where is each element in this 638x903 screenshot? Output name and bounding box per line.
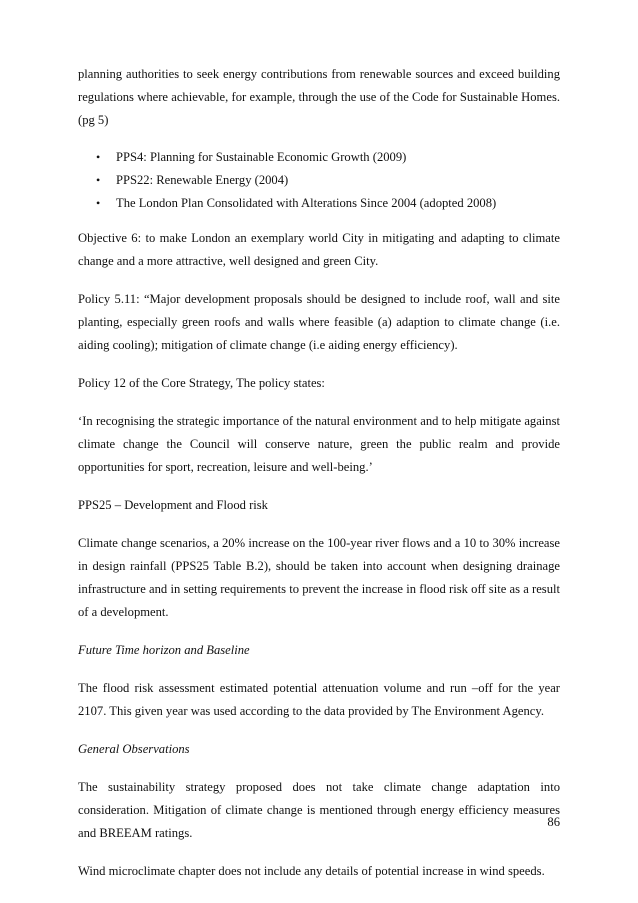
general-observations-heading: General Observations <box>78 742 190 756</box>
bullet-icon: • <box>96 173 101 187</box>
list-item-text: The London Plan Consolidated with Alterations Since 2004 (adopted 2008) <box>116 196 497 210</box>
document-page <box>78 63 560 883</box>
policy-list <box>78 146 560 215</box>
policy-12-paragraph: Policy 12 of the Core Strategy, The policy states: <box>78 376 325 390</box>
list-item-text: PPS4: Planning for Sustainable Economic Growth (2009) <box>116 150 407 164</box>
objective-6-paragraph: Objective 6: to make London an exemplary world City in mitigating and adapting to climate change and a more attractive, well designed and green City. <box>78 231 560 268</box>
future-time-horizon-heading: Future Time horizon and Baseline <box>78 643 250 657</box>
climate-scenarios-paragraph: Climate change scenarios, a 20% increase on the 100-year river flows and a 10 to 30% increase in design rainfall (PPS25 Table B.2), should be taken into account when designing drainage infrastructure and in setting requirements to prevent the increase in flood risk off site as a result of a development. <box>78 536 560 619</box>
pps25-heading: PPS25 – Development and Flood risk <box>78 498 268 512</box>
list-item <box>78 192 560 215</box>
flood-risk-paragraph: The flood risk assessment estimated potential attenuation volume and run –off for the year 2107. This given year was used according to the data provided by The Environment Agency. <box>78 681 560 718</box>
page-number: 86 <box>547 815 560 829</box>
bullet-icon: • <box>96 150 101 164</box>
policy-5-11-paragraph: Policy 5.11: “Major development proposals should be designed to include roof, wall and site planting, especially green roofs and walls where feasible (a) adaption to climate change (i.e. aiding cooling); mitigation of climate change (i.e aiding energy efficiency). <box>78 292 560 352</box>
list-item <box>78 146 560 169</box>
bullet-icon: • <box>96 196 101 210</box>
list-item <box>78 169 560 192</box>
sustainability-paragraph: The sustainability strategy proposed does not take climate change adaptation into consideration. Mitigation of climate change is mentioned through energy efficiency measures and BREEAM ratings. <box>78 780 560 840</box>
list-item-text: PPS22: Renewable Energy (2004) <box>116 173 289 187</box>
intro-paragraph: planning authorities to seek energy contributions from renewable sources and exceed building regulations where achievable, for example, through the use of the Code for Sustainable Homes. (pg 5) <box>78 67 560 127</box>
wind-microclimate-paragraph: Wind microclimate chapter does not include any details of potential increase in wind speeds. <box>78 864 545 878</box>
core-strategy-quote: ‘In recognising the strategic importance of the natural environment and to help mitigate against climate change the Council will conserve nature, green the public realm and provide opportunities for sport, recreation, leisure and well-being.’ <box>78 414 560 474</box>
